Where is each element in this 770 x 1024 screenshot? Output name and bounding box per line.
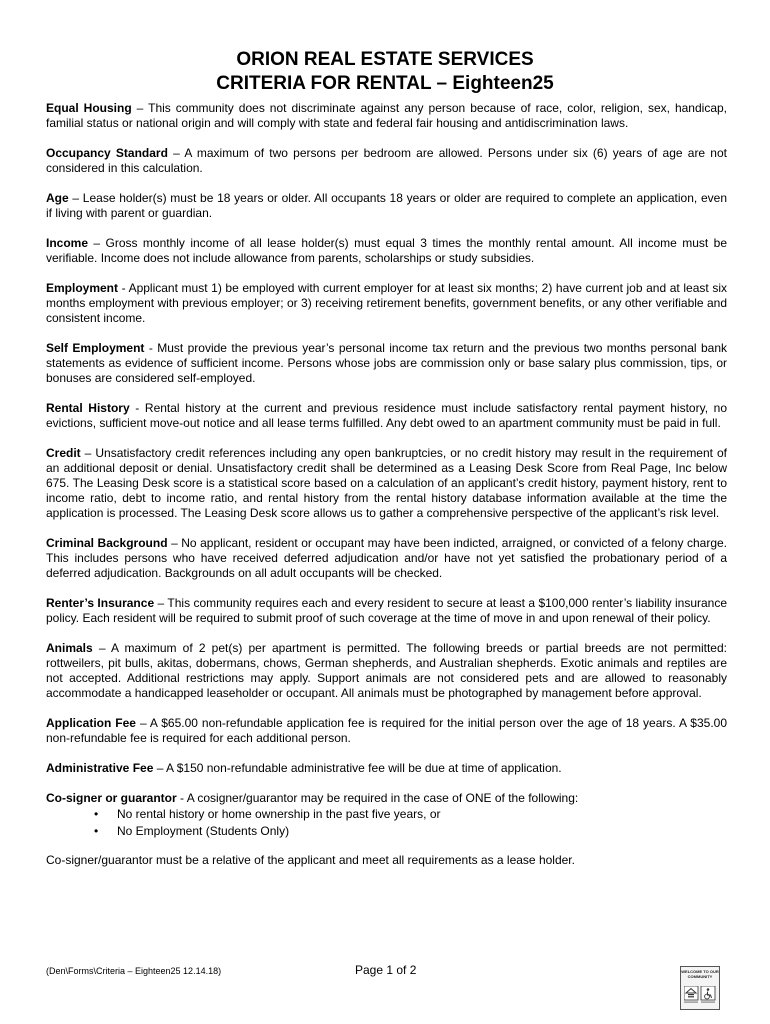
section-criminal-background — [46, 536, 727, 581]
list-item — [46, 823, 727, 840]
equal-housing-icon — [684, 986, 716, 1006]
section-occupancy-standard — [46, 146, 727, 176]
section-renters-insurance — [46, 596, 727, 626]
list-item-text: No Employment (Students Only) — [117, 824, 290, 838]
section-animals — [46, 641, 727, 701]
section-text: – A $150 non-refundable administrative fee will be due at time of application. — [153, 761, 562, 775]
list-item — [46, 806, 727, 823]
document-title-criteria: CRITERIA FOR RENTAL – Eighteen25 — [216, 73, 554, 94]
section-text: - Applicant must 1) be employed with current employer for at least six months; 2) have current job and at least six months employment with previous employer; or 3) receiving retirement benefits, government benefits, or any other verifiable and consistent income. — [46, 281, 727, 325]
section-text: - Rental history at the current and previous residence must include satisfactory rental payment history, no evictions, sufficient move-out notice and all lease terms fulfilled. Any debt owed to an apartment community must be paid in full. — [46, 401, 728, 430]
section-text: – No applicant, resident or occupant may have been indicted, arraigned, or convicted of a felony charge. This includes persons who have received deferred adjudication and/or have not yet satisfied the probationary period of a deferred adjudication. Backgrounds on all adult occupants will be checked. — [46, 536, 727, 580]
section-employment — [46, 281, 727, 326]
section-age — [46, 191, 727, 221]
document-body — [46, 101, 727, 883]
section-heading: Co-signer or guarantor — [46, 791, 177, 805]
section-application-fee — [46, 716, 727, 746]
section-text: - Must provide the previous year’s personal income tax return and the previous two months personal bank statements as evidence of sufficient income. Persons whose jobs are commission only or base salary plus commission, tips, or bonuses are considered self-employed. — [46, 341, 727, 385]
section-text: – A $65.00 non-refundable application fee is required for the initial person over the age of 18 years. A $35.00 non-refundable fee is required for each additional person. — [46, 716, 728, 745]
section-heading: Renter’s Insurance — [46, 596, 155, 610]
section-heading: Equal Housing — [46, 101, 132, 115]
section-text: – This community does not discriminate against any person because of race, color, religion, sex, handicap, familial status or national origin and will comply with state and federal fair housing and antidiscrimination laws. — [46, 101, 727, 130]
section-text: - A cosigner/guarantor may be required in the case of ONE of the following: — [176, 791, 579, 805]
cosigner-bullet-list — [46, 806, 727, 840]
section-text: – Lease holder(s) must be 18 years or older. All occupants 18 years or older are required to complete an application, even if living with parent or guardian. — [46, 191, 727, 220]
section-self-employment — [46, 341, 727, 386]
list-item-text: No rental history or home ownership in the past five years, or — [117, 807, 441, 821]
closing-statement: Co-signer/guarantor must be a relative of the applicant and meet all requirements as a lease holder. — [46, 853, 575, 867]
section-rental-history — [46, 401, 727, 431]
section-heading: Credit — [46, 446, 81, 460]
document-title-company: ORION REAL ESTATE SERVICES — [236, 49, 534, 70]
footer-form-reference: (Den\Forms\Criteria – Eighteen25 12.14.18) — [46, 966, 222, 976]
section-text: – Gross monthly income of all lease holder(s) must equal 3 times the monthly rental amount. All income must be verifiable. Income does not include allowance from parents, scholarships or study subsidies. — [46, 236, 727, 265]
footer-page-number: Page 1 of 2 — [355, 963, 417, 977]
section-cosigner — [46, 791, 727, 840]
section-heading: Age — [46, 191, 69, 205]
section-heading: Rental History — [46, 401, 130, 415]
fair-housing-logo — [680, 966, 720, 1010]
section-heading: Animals — [46, 641, 93, 655]
section-heading: Income — [46, 236, 89, 250]
section-heading: Employment — [46, 281, 119, 295]
section-income — [46, 236, 727, 266]
section-text: – This community requires each and every resident to secure at least a $100,000 renter’s liability insurance policy. Each resident will be required to submit proof of such coverage at the time of move in and upon renewal of their policy. — [46, 596, 728, 625]
cosigner-intro — [46, 791, 727, 806]
section-heading: Criminal Background — [46, 536, 168, 550]
section-text: – A maximum of two persons per bedroom are allowed. Persons under six (6) years of age are not considered in this calculation. — [46, 146, 727, 175]
section-administrative-fee — [46, 761, 727, 776]
logo-caption: WELCOME TO OUR COMMUNITY — [681, 969, 719, 979]
section-heading: Application Fee — [46, 716, 136, 730]
section-heading: Self Employment — [46, 341, 145, 355]
section-heading: Occupancy Standard — [46, 146, 168, 160]
section-heading: Administrative Fee — [46, 761, 154, 775]
section-text: – Unsatisfactory credit references including any open bankruptcies, or no credit history may result in the requirement of an additional deposit or denial. Unsatisfactory credit shall be determined as a Leasing Desk Score from Real Page, Inc below 675. The Leasing Desk score is a statistical score based on a calculation of an applicant’s credit history, payment history, rent to income ratio, debt to income ratio, and rental history from the rental history database information available at the time the application is processed. The Leasing Desk score allows us to gather a comprehensive perspective of the applicant’s risk level. — [46, 446, 727, 520]
bullet-icon: • — [94, 824, 99, 838]
section-equal-housing — [46, 101, 727, 131]
section-text: – A maximum of 2 pet(s) per apartment is permitted. The following breeds or partial breeds are not permitted: rottweilers, pit bulls, akitas, dobermans, chows, German shepherds, and Australian shepherds. Exotic animals and reptiles are not accepted. Additional restrictions may apply. Support animals are not considered pets and are allowed to reasonably accommodate a handicapped leaseholder or occupant. All animals must be photographed by management before approval. — [46, 641, 727, 700]
bullet-icon: • — [94, 807, 99, 821]
section-credit — [46, 446, 727, 521]
